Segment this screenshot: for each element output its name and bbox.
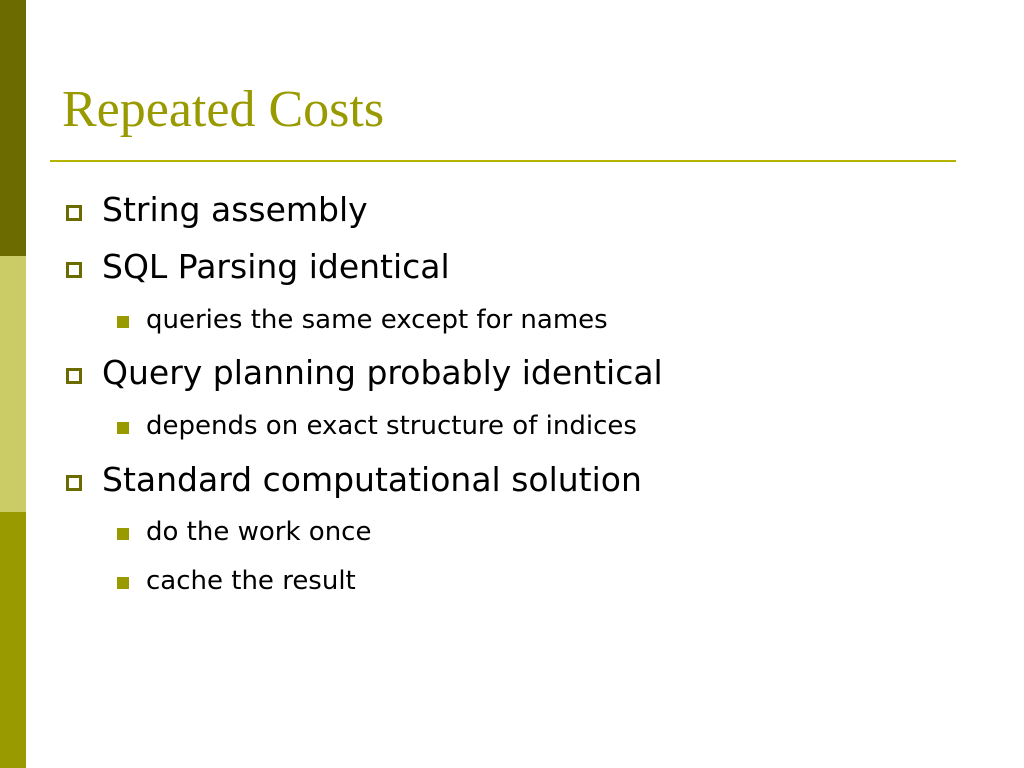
hollow-square-bullet-icon xyxy=(66,368,82,384)
filled-square-bullet-icon xyxy=(117,316,129,328)
hollow-square-bullet-icon xyxy=(66,205,82,221)
filled-square-bullet-icon xyxy=(117,577,129,589)
bullet-text: Query planning probably identical xyxy=(102,353,663,392)
hollow-square-bullet-icon xyxy=(66,262,82,278)
sub-bullet-text: cache the result xyxy=(146,566,356,596)
bullet-text: SQL Parsing identical xyxy=(102,247,450,286)
sub-bullet-text: depends on exact structure of indices xyxy=(146,411,637,441)
side-bar-top xyxy=(0,0,26,256)
filled-square-bullet-icon xyxy=(117,422,129,434)
bullet-text: String assembly xyxy=(102,190,368,229)
filled-square-bullet-icon xyxy=(117,528,129,540)
sub-bullet-text: queries the same except for names xyxy=(146,305,608,335)
slide-title: Repeated Costs xyxy=(62,81,385,138)
bullet-text: Standard computational solution xyxy=(102,460,642,499)
sub-bullet-text: do the work once xyxy=(146,517,372,547)
side-bar-bottom xyxy=(0,512,26,768)
side-bar-middle xyxy=(0,256,26,512)
title-underline xyxy=(50,160,956,162)
hollow-square-bullet-icon xyxy=(66,475,82,491)
